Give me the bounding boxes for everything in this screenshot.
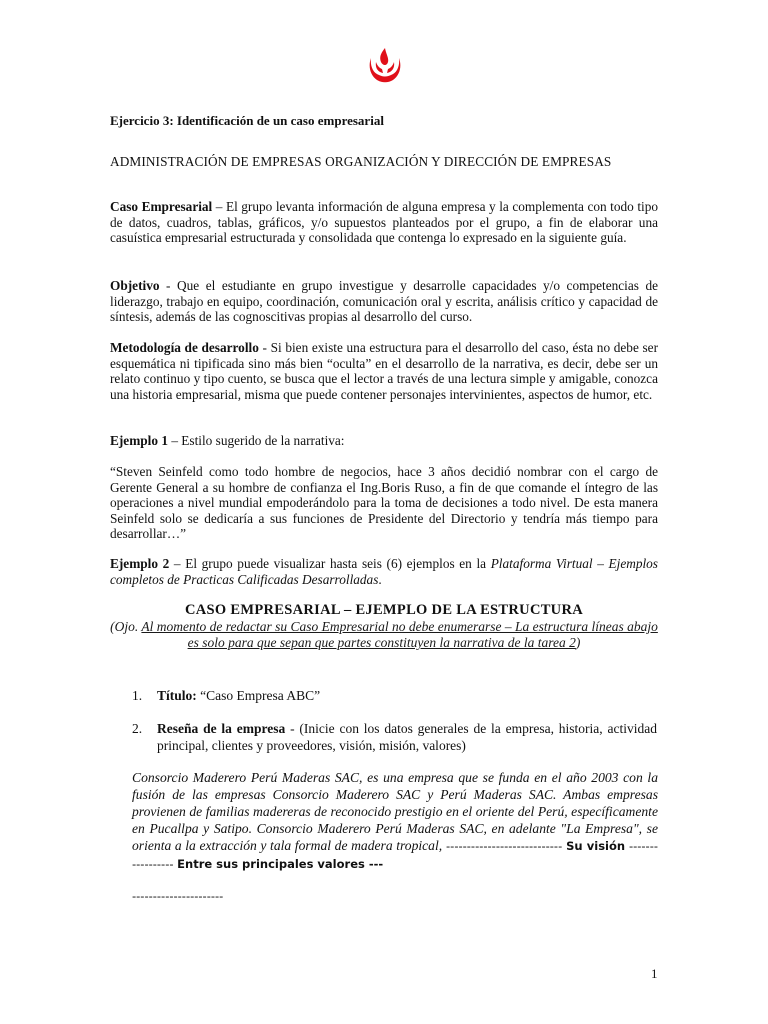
objetivo-label: Objetivo xyxy=(110,278,160,293)
upc-logo-icon xyxy=(364,44,406,86)
estructura-title: CASO EMPRESARIAL – EJEMPLO DE LA ESTRUCTURA xyxy=(184,602,583,618)
consorcio-paragraph xyxy=(132,769,658,873)
metodologia-sep: - xyxy=(258,340,271,355)
course-title: ADMINISTRACIÓN DE EMPRESAS ORGANIZACIÓN Y DIRECCIÓN DE EMPRESAS xyxy=(110,154,612,169)
ejemplo2-end: . xyxy=(378,571,382,587)
list-text xyxy=(157,687,657,704)
ejemplo2-label: Ejemplo 2 xyxy=(110,556,170,571)
list-number: 1. xyxy=(132,688,143,703)
item-resena-label: Reseña de la empresa xyxy=(157,721,286,736)
ejemplo1-sep: – xyxy=(168,433,182,448)
note-underlined: Al momento de redactar su Caso Empresarial no debe enumerarse – La estructura líneas abajo es solo para que sepan que partes constituyen la narrativa de la tarea 2 xyxy=(141,619,658,650)
metodologia-label: Metodología de desarrollo xyxy=(110,340,259,355)
consorcio-text: Consorcio Maderero Perú Maderas SAC, es una empresa que se funda en el año 2003 con la fusión de las empresas Consorcio Maderero SAC y Perú Maderas SAC. Ambas empresas provienen de familias madereras de reconocido prestigio en el oriente del Perú, específicamente en Pucallpa y Satipo. Consorcio Maderero Perú Maderas SAC, en adelante "La Empresa", se orienta a la extracción y tala formal de madera tropical, xyxy=(132,770,658,853)
objetivo-sep: - xyxy=(159,278,178,293)
objetivo-text: Que el estudiante en grupo investigue y desarrolle capacidades y/o competencias de liderazgo, trabajo en equipo, coordinación, comunicación oral y escrita, análisis crítico y capacidad de síntesis, además de las cognoscitivas propias al desarrollo del curso. xyxy=(110,278,659,325)
note-open: (Ojo. xyxy=(110,619,142,634)
platform-name: Plataforma Virtual xyxy=(490,556,593,571)
ejemplo2-paragraph xyxy=(110,556,658,587)
vision-label: Su visión xyxy=(566,839,626,853)
caso-label: Caso Empresarial xyxy=(110,199,213,214)
caso-empresarial-paragraph xyxy=(110,199,658,246)
ejemplo1-paragraph xyxy=(110,433,658,449)
caso-sep: – xyxy=(212,199,226,214)
metodologia-paragraph xyxy=(110,340,658,402)
caso-text: El grupo levanta información de alguna empresa y la complementa con todo tipo de datos, cuadros, tablas, gráficos, y/o supuestos planteados por el grupo, a fin de elaborar una casuística empresarial estructurada y consolidada que contenga lo expresado en la siguiente guía. xyxy=(110,199,659,246)
ejemplo1-text: Estilo sugerido de la narrativa: xyxy=(181,433,345,448)
ejemplo2-sep2: – xyxy=(592,556,609,571)
item-resena-text: - (Inicie con los datos generales de la empresa, historia, actividad principal, clientes y proveedores, visión, misión, valores) xyxy=(157,721,657,753)
valores-label: Entre sus principales valores --- xyxy=(177,857,384,871)
dash-separator: ----------------- xyxy=(132,839,658,871)
metodologia-text: Si bien existe una estructura para el desarrollo del caso, ésta no debe ser esquemática ni tipificada sino más bien “oculta” en el desarrollo de la narrativa, es decir, debe ser un relato continuo y tipo cuento, se busca que el lector a través de una lectura simple y amigable, conozca una historia empresarial, misma que puede contener personajes intervinientes, aspectos de humor, etc. xyxy=(110,340,658,402)
example-quote: “Steven Seinfeld como todo hombre de negocios, hace 3 años decidió nombrar con el cargo de Gerente General a su hombre de confianza el Ing.Boris Ruso, a fin de que comande el íntegro de las operaciones a nivel mundial empoderándolo para la toma de decisiones a todo nivel. De esta manera Seinfeld solo se dedicaría a sus funciones de Presidente del Directorio y tendría más tiempo para desarrollar…” xyxy=(110,464,658,542)
ejemplo2-sep: – xyxy=(169,556,186,571)
list-number: 2. xyxy=(132,721,143,736)
dash-separator: ---------------------------- xyxy=(442,839,567,853)
item-title-label: Título: xyxy=(157,688,197,703)
platform-path: Ejemplos completos de Practicas Calificadas Desarrolladas xyxy=(110,556,658,587)
page-number: 1 xyxy=(651,966,658,981)
item-title-text: “Caso Empresa ABC” xyxy=(196,688,321,703)
trailing-dashes: ---------------------- xyxy=(132,889,224,903)
objetivo-paragraph xyxy=(110,278,658,325)
ejemplo2-text: El grupo puede visualizar hasta seis (6) ejemplos en la xyxy=(185,556,491,571)
ejemplo1-label: Ejemplo 1 xyxy=(110,433,168,448)
estructura-note xyxy=(110,619,658,651)
exercise-title: Ejercicio 3: Identificación de un caso empresarial xyxy=(110,113,384,128)
list-text xyxy=(157,720,657,754)
note-close: ) xyxy=(575,635,581,650)
